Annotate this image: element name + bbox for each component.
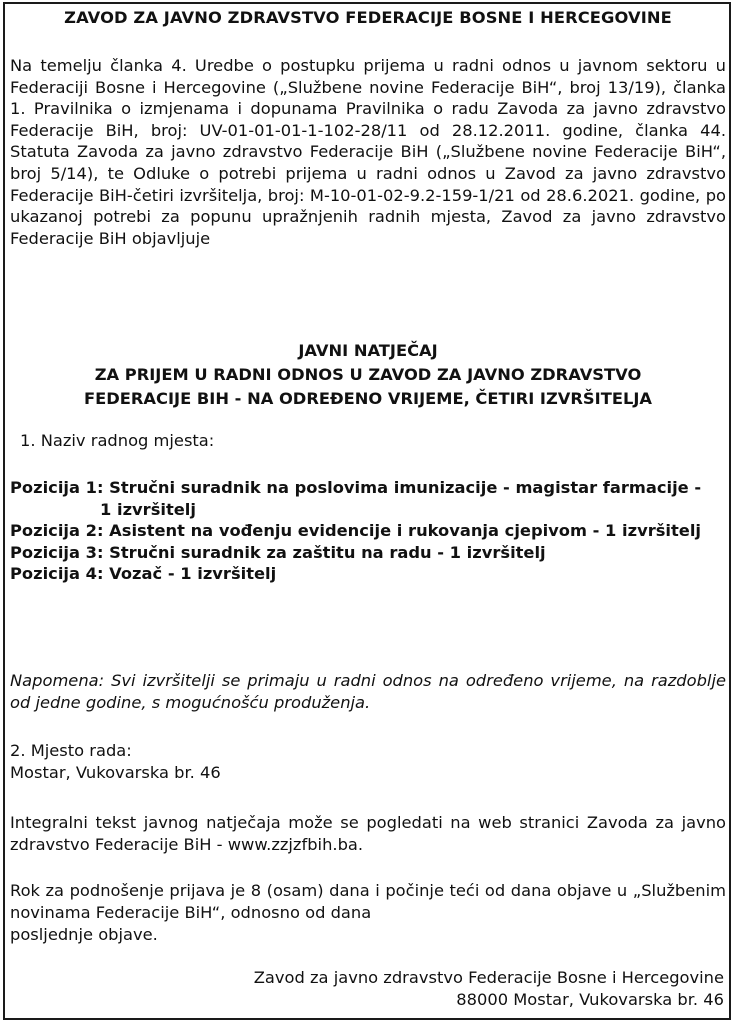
- position-2: Pozicija 2: Asistent na vođenju evidencije i rukovanja cjepivom - 1 izvršitelj: [10, 521, 701, 541]
- title-line-1: JAVNI NATJEČAJ: [298, 341, 438, 360]
- signature-institution: Zavod za javno zdravstvo Federacije Bosne i Hercegovine: [253, 968, 724, 987]
- signature-address: 88000 Mostar, Vukovarska br. 46: [456, 990, 724, 1009]
- position-1-count: 1 izvršitelj: [100, 499, 196, 519]
- title-line-2: ZA PRIJEM U RADNI ODNOS U ZAVOD ZA JAVNO ZDRAVSTVO: [94, 365, 642, 384]
- position-3: Pozicija 3: Stručni suradnik za zaštitu na radu - 1 izvršitelj: [10, 542, 546, 562]
- title-line-3: FEDERACIJE BIH - NA ODREĐENO VRIJEME, ČETIRI IZVRŠITELJA: [84, 389, 652, 408]
- workplace-label: 2. Mjesto rada:: [10, 741, 132, 760]
- workplace-address: Mostar, Vukovarska br. 46: [10, 763, 221, 782]
- positions-list: [10, 477, 726, 585]
- job-title-label: 1. Naziv radnog mjesta:: [20, 431, 215, 450]
- note-paragraph: Napomena: Svi izvršitelji se primaju u radni odnos na određeno vrijeme, na razdoblje od jedne godine, s mogućnošću produženja.: [10, 671, 726, 712]
- intro-paragraph: Na temelju članka 4. Uredbe o postupku prijema u radni odnos u javnom sektoru u Federaciji Bosne i Hercegovine („Službene novine Federacije BiH“, broj 13/19), članka 1. Pravilnika o izmjenama i dopunama Pravilnika o radu Zavoda za javno zdravstvo Federacije BiH, broj: UV-01-01-01-1-102-28/11 od 28.12.2011. godine, članka 44. Statuta Zavoda za javno zdravstvo Federacije BiH („Službene novine Federacije BiH“, broj 5/14), te Odluke o potrebi prijema u radni odnos u Zavod za javno zdravstvo Federacije BiH-četiri izvršitelja, broj: M-10-01-02-9.2-159-1/21 od 28.6.2021. godine, po ukazanoj potrebi za popunu upražnjenih radnih mjesta, Zavod za javno zdravstvo Federacije BiH objavljuje: [10, 56, 726, 248]
- institution-header: ZAVOD ZA JAVNO ZDRAVSTVO FEDERACIJE BOSNE I HERCEGOVINE: [64, 8, 672, 27]
- deadline-paragraph: [10, 880, 726, 946]
- deadline-text-end: posljednje objave.: [10, 925, 158, 944]
- signature-block: [254, 967, 724, 1011]
- position-4: Pozicija 4: Vozač - 1 izvršitelj: [10, 564, 277, 584]
- integral-text-paragraph: Integralni tekst javnog natječaja može se pogledati na web stranici Zavoda za javno zdravstvo Federacije BiH - www.zzjzfbih.ba.: [10, 813, 726, 854]
- position-1-title: Pozicija 1: Stručni suradnik na poslovima imunizacije - magistar farmacije -: [10, 478, 702, 497]
- position-1: [10, 477, 726, 520]
- announcement-title: [0, 339, 736, 411]
- deadline-text: Rok za podnošenje prijava je 8 (osam) dana i počinje teći od dana objave u „Službenim novinama Federacije BiH“, odnosno od dana: [10, 881, 726, 922]
